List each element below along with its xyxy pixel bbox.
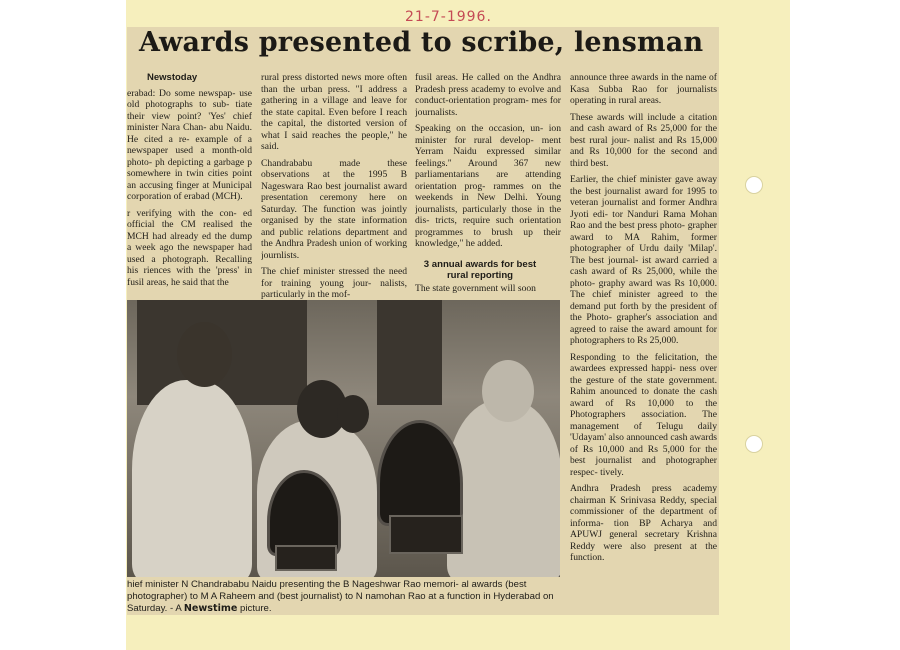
col2-para-1: rural press distorted news more often than the urban press. "I address a gathering in a village and leave for the state capital. Even before I reach the capital, the distorted version of what I said reaches the people," he said. bbox=[261, 72, 407, 152]
handwritten-date: 21-7-1996. bbox=[405, 9, 492, 25]
col3-para-1: fusil areas. He called on the Andhra Pradesh press academy to evolve and conduct-orientation program- mes for journalists. bbox=[415, 72, 561, 118]
photo-caption bbox=[127, 579, 567, 615]
col4-para-4: Responding to the felicitation, the awardees expressed happi- ness over the gesture of the state government. Rahim anounced to donate the cash award of Rs 10,000 to the Photographers association. The management of Telugu daily 'Udayam' also announced cash awards of Rs 10,000 and Rs 5,000 for the best journalist and photographer respec- tively. bbox=[570, 351, 717, 478]
column-2 bbox=[261, 72, 407, 300]
punch-hole-top bbox=[745, 176, 763, 194]
col2-para-3: The chief minister stressed the need for training young jour- nalists, particularly in the mof- bbox=[261, 266, 407, 300]
col2-para-2: Chandrababu made these observations at the 1995 B Nageswara Rao best journalist award presentation ceremony here on Saturday. The function was jointly organised by the state information and public relations department and the Andhra Pradesh union of working journlists. bbox=[261, 157, 407, 261]
photo-backdrop-banner-right bbox=[377, 300, 442, 405]
news-photograph bbox=[127, 300, 560, 577]
caption-text: hief minister N Chandrababu Naidu presenting the B Nageshwar Rao memori- al awards (best photographer) to M A Raheem and (best journalist) to N namohan Rao at a function in Hyderabad on Saturday. - A bbox=[127, 579, 554, 614]
headline: Awards presented to scribe, lensman bbox=[139, 27, 704, 58]
trophy-right-icon bbox=[377, 420, 463, 526]
column-3 bbox=[415, 72, 561, 256]
photo-head-1 bbox=[177, 322, 232, 387]
subheading-rural-awards: 3 annual awards for best rural reporting bbox=[423, 259, 537, 281]
photo-figure-chief-minister bbox=[132, 380, 252, 577]
photo-figure-journalist bbox=[447, 400, 560, 577]
trophy-left-base bbox=[275, 545, 337, 571]
photo-head-4 bbox=[482, 360, 534, 422]
column-1 bbox=[127, 72, 252, 300]
col1-para-1: erabad: Do some newspap- use old photographs to sub- tiate their view point? 'Yes' chief minister Nara Chan- abu Naidu. He cited a re- example of a newspaper used a month-old photo- ph depicting a garbage p somewhere in twin cities point an accusing finger at Municipal corporation of erabad (MCH). bbox=[127, 87, 252, 202]
col1-para-2: r verifying with the con- ed official the CM realised the MCH had already ed the dump a week ago the newspaper had used a photograph. Recalling his riences with the 'press' in fusil areas, he said that the bbox=[127, 207, 252, 288]
caption-end: picture. bbox=[237, 603, 272, 614]
column-4 bbox=[570, 72, 717, 615]
col4-para-2: These awards will include a citation and cash award of Rs 25,000 for the best rural jour- nalist and Rs 15,000 and Rs 10,000 for the second and third best. bbox=[570, 111, 717, 169]
column-3-continued: The state government will soon bbox=[415, 283, 536, 294]
byline: Newstoday bbox=[147, 72, 198, 83]
newspaper-clipping bbox=[127, 27, 719, 615]
col4-para-3: Earlier, the chief minister gave away the best journalist award for 1995 to veteran journalist and former Andhra Jyoti edi- tor Nanduri Rama Mohan Rao and the best press photo- grapher award to MA Rahim, former photographer of Urdu daily 'Milap'. The best journal- ist award carried a cash award of Rs 25,000, while the photo- graphy award was Rs 10,000. The chief minister agreed to the demand put forth by the president of the Photo- grapher's association and agreed to raise the award amount for photographers to Rs 25,000. bbox=[570, 174, 717, 346]
trophy-right-base bbox=[389, 515, 463, 554]
punch-hole-bottom bbox=[745, 435, 763, 453]
photo-head-3 bbox=[337, 395, 369, 433]
col3-para-2: Speaking on the occasion, un- ion minister for rural develop- ment Yerram Naidu expressed similar feelings." Around 367 new parliamentarians are attending orientation prog- rammes on the weekends in New Delhi. Young journalists, particularly those in the dis- tricts, require such orientation programmes to brush up their knowledge," he added. bbox=[415, 123, 561, 249]
col4-para-5: Andhra Pradesh press academy chairman K Srinivasa Reddy, special commissioner of the department of informa- tion BP Acharya and APUWJ general secretary Krishna Reddy were also present at the function. bbox=[570, 483, 717, 563]
col4-para-1: announce three awards in the name of Kasa Subba Rao for journalists operating in rural areas. bbox=[570, 72, 717, 106]
caption-credit: Newstime bbox=[183, 603, 238, 614]
